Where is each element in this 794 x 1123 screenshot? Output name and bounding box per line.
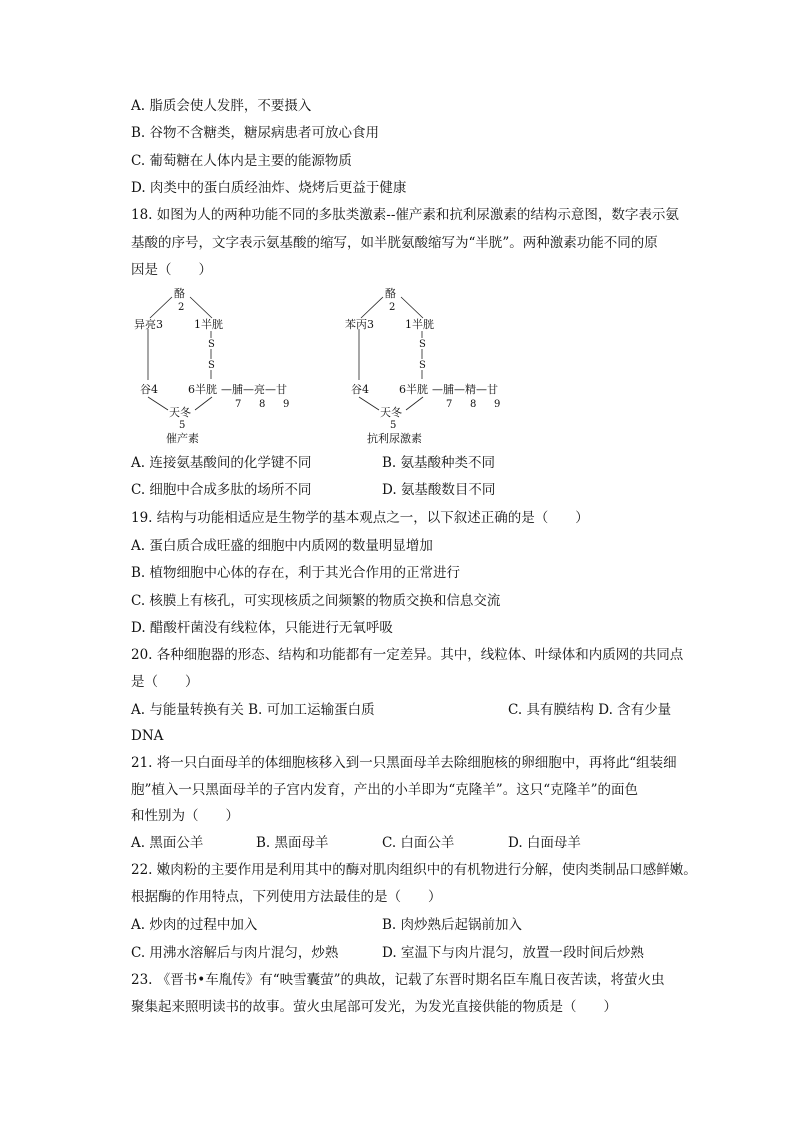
q20-options-ab: A. 与能量转换有关 B. 可加工运输蛋白质 [131,702,375,718]
oxytocin-structure [134,287,289,445]
q19-option-c: C. 核膜上有核孔，可实现核质之间频繁的物质交换和信息交流 [131,593,501,609]
q19-option-d: D. 醋酸杆菌没有线粒体，只能进行无氧呼吸 [131,620,393,636]
vasopressin-s1: S [419,339,426,350]
oxytocin-ile: 异亮3 [134,318,163,331]
q22-option-b: B. 肉炒熟后起锅前加入 [382,917,523,933]
vasopressin-asp-num: 5 [390,420,397,431]
q23-stem-line2: 聚集起来照明读书的故事。萤火虫尾部可发光，为发光直接供能的物质是（ ） [131,999,617,1015]
q20-stem-line1: 20. 各种细胞器的形态、结构和功能都有一定差异。其中，线粒体、叶绿体和内质网的共同点 [131,647,684,663]
q19-option-b: B. 植物细胞中心体的存在，利于其光合作用的正常进行 [131,565,461,581]
oxytocin-cys1: 1半胱 [194,318,223,331]
q18-option-d: D. 氨基酸数目不同 [382,482,496,498]
vasopressin-cys1: 1半胱 [405,318,434,331]
oxytocin-n7: 7 [235,399,242,410]
q22-option-a: A. 炒肉的过程中加入 [131,917,258,933]
q18-stem-line3: 因是（ ） [131,262,212,278]
q18-stem-line1: 18. 如图为人的两种功能不同的多肽类激素--催产素和抗利尿激素的结构示意图，数字表示氨 [131,207,679,223]
q21-option-c: C. 白面公羊 [382,835,455,851]
oxytocin-tyr: 酪 [174,287,185,300]
q18-stem-line2: 基酸的序号，文字表示氨基酸的缩写，如半胱氨酸缩写为“半胱”。两种激素功能不同的原 [131,235,658,251]
oxytocin-cys6: 6半胱 [188,383,217,396]
oxytocin-n8: 8 [259,399,266,410]
q17-option-b: B. 谷物不含糖类，糖尿病患者可放心食用 [131,125,380,141]
vasopressin-asp: 天冬 [380,406,402,419]
oxytocin-s2: S [208,360,215,371]
q23-stem-line1: 23. 《晋书•车胤传》有“映雪囊萤”的典故，记载了东晋时期名臣车胤日夜苦读，将萤火虫 [131,972,665,988]
q17-option-a: A. 脂质会使人发胖，不要摄入 [131,98,312,114]
vasopressin-chain: —脯—精—甘 [432,383,498,396]
q18-option-a: A. 连接氨基酸间的化学键不同 [131,455,312,471]
vasopressin-s2: S [419,360,426,371]
q18-figure [120,282,540,450]
vasopressin-n9: 9 [494,399,501,410]
q18-option-b: B. 氨基酸种类不同 [382,455,496,471]
oxytocin-tyr-num: 2 [178,302,185,313]
oxytocin-n9: 9 [283,399,290,410]
q20-stem-line2: 是（ ） [131,674,199,690]
q17-option-d: D. 肉类中的蛋白质经油炸、烧烤后更益于健康 [131,180,407,196]
oxytocin-glu: 谷4 [140,383,158,396]
vasopressin-structure [345,287,500,445]
q21-option-d: D. 白面母羊 [508,835,581,851]
vasopressin-glu: 谷4 [351,383,369,396]
vasopressin-n8: 8 [470,399,477,410]
q22-stem-line1: 22. 嫩肉粉的主要作用是利用其中的酶对肌肉组织中的有机物进行分解，使肉类制品口感鲜嫩。 [131,862,697,878]
q22-option-d: D. 室温下与肉片混匀，放置一段时间后炒熟 [382,945,644,961]
q20-options-cd: C. 具有膜结构 D. 含有少量 [508,702,672,718]
q21-stem-line3: 和性别为（ ） [131,808,239,824]
q20-option-d-cont: DNA [131,728,164,744]
q22-option-c: C. 用沸水溶解后与肉片混匀，炒熟 [131,945,339,961]
oxytocin-chain: —脯—亮—甘 [221,383,287,396]
q21-stem-line1: 21. 将一只白面母羊的体细胞核移入到一只黑面母羊去除细胞核的卵细胞中，再将此“组装细 [131,755,677,771]
q21-stem-line2: 胞”植入一只黑面母羊的子宫内发育，产出的小羊即为“克隆羊”。这只“克隆羊”的面色 [131,782,639,798]
vasopressin-tyr: 酪 [385,287,396,300]
vasopressin-caption: 抗利尿激素 [367,432,422,445]
q17-option-c: C. 葡萄糖在人体内是主要的能源物质 [131,153,352,169]
vasopressin-cys6: 6半胱 [399,383,428,396]
oxytocin-asp-num: 5 [179,420,186,431]
q19-stem: 19. 结构与功能相适应是生物学的基本观点之一，以下叙述正确的是（ ） [131,510,589,526]
vasopressin-phe: 苯丙3 [345,318,374,331]
vasopressin-tyr-num: 2 [389,302,396,313]
oxytocin-asp: 天冬 [169,406,191,419]
oxytocin-caption: 催产素 [166,432,199,445]
vasopressin-n7: 7 [446,399,453,410]
q22-stem-line2: 根据酶的作用特点，下列使用方法最佳的是（ ） [131,889,442,905]
oxytocin-s1: S [208,339,215,350]
q21-option-a: A. 黑面公羊 [131,835,204,851]
q21-option-b: B. 黑面母羊 [256,835,329,851]
q19-option-a: A. 蛋白质合成旺盛的细胞中内质网的数量明显增加 [131,538,433,554]
q18-option-c: C. 细胞中合成多肽的场所不同 [131,482,312,498]
